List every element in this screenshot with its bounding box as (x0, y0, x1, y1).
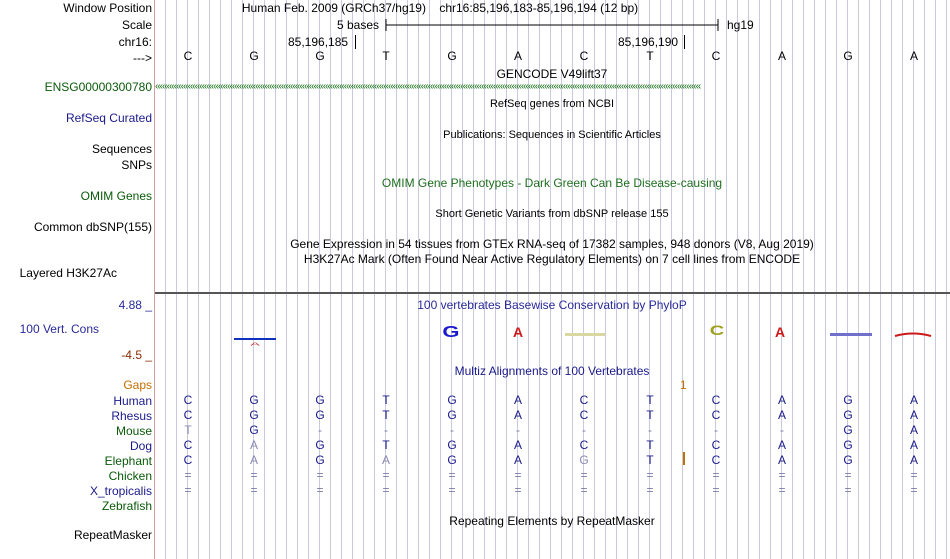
chr-label: chr16: (118, 35, 152, 49)
alignment-base: A (513, 408, 523, 422)
ruler-base: C (183, 49, 193, 63)
cons-logo-letter: G (442, 323, 460, 341)
gaps-label: Gaps (123, 378, 152, 392)
layered-h3k27ac-label[interactable]: Layered H3K27Ac (19, 266, 117, 280)
alignment-base: = (382, 468, 390, 482)
dbsnp-track-title: Short Genetic Variants from dbSNP release 155 (435, 208, 669, 220)
alignment-base: = (580, 468, 588, 482)
alignment-base: = (448, 468, 456, 482)
alignment-base: T (382, 408, 390, 422)
alignment-base: A (777, 408, 787, 422)
ruler-base: G (249, 49, 259, 63)
alignment-base: - (780, 423, 784, 437)
alignment-base: = (844, 483, 852, 497)
ruler-base: T (646, 49, 654, 63)
alignment-base: C (711, 408, 721, 422)
alignment-base: = (448, 483, 456, 497)
elephant-insertion-marker (683, 452, 685, 465)
alignment-base: A (513, 438, 523, 452)
browser-track-area[interactable] (155, 0, 950, 559)
cons-logo-letter: A (512, 324, 524, 340)
repeatmasker-label[interactable]: RepeatMasker (73, 528, 152, 542)
alignment-base: A (381, 453, 391, 467)
alignment-base: C (711, 453, 721, 467)
ruler-base: A (513, 49, 523, 63)
repeatmasker-track-title: Repeating Elements by RepeatMasker (449, 514, 655, 528)
species-label[interactable]: Zebrafish (101, 499, 152, 513)
alignment-base: G (447, 438, 457, 452)
alignment-base: - (318, 423, 322, 437)
track-labels-panel (0, 0, 155, 559)
alignment-base: = (316, 483, 324, 497)
alignment-base: = (514, 483, 522, 497)
scale-label: Scale (121, 18, 152, 32)
alignment-base: T (646, 438, 654, 452)
species-label[interactable]: Chicken (108, 469, 152, 483)
alignment-base: = (184, 468, 192, 482)
refseq-curated-label[interactable]: RefSeq Curated (65, 111, 152, 125)
ruler-base: G (447, 49, 457, 63)
alignment-base: G (843, 453, 853, 467)
alignment-base: A (513, 453, 523, 467)
alignment-base: = (382, 483, 390, 497)
alignment-base: A (777, 453, 787, 467)
alignment-base: C (183, 438, 193, 452)
alignment-base: C (579, 438, 589, 452)
coord-tick-2 (684, 35, 685, 49)
alignment-base: A (909, 393, 919, 407)
alignment-base: = (844, 468, 852, 482)
alignment-base: A (513, 393, 523, 407)
alignment-base: C (711, 393, 721, 407)
sequences-label[interactable]: Sequences (91, 142, 152, 156)
snps-label[interactable]: SNPs (121, 158, 152, 172)
alignment-base: = (514, 468, 522, 482)
window-position-label: Window Position (63, 1, 152, 15)
alignment-base: A (909, 438, 919, 452)
species-label[interactable]: Mouse (115, 424, 152, 438)
scale-bases-text: 5 bases (337, 18, 380, 32)
alignment-base: = (910, 468, 918, 482)
alignment-base: C (579, 408, 589, 422)
alignment-base: A (909, 423, 919, 437)
db-label: hg19 (727, 18, 754, 32)
alignment-base: T (382, 393, 390, 407)
alignment-base: T (184, 423, 192, 437)
alignment-base: G (249, 423, 259, 437)
gene-model-line[interactable]: ‹‹‹‹‹‹‹‹‹‹‹‹‹‹‹‹‹‹‹‹‹‹‹‹‹‹‹‹‹‹‹‹‹‹‹‹‹‹‹‹‹‹‹‹‹‹‹‹‹‹‹‹‹‹‹‹‹‹‹‹‹‹‹‹‹‹‹‹‹‹‹‹‹‹‹‹‹‹‹‹‹‹‹‹‹‹‹‹‹‹‹‹‹‹‹‹‹‹‹‹‹‹‹‹‹‹‹‹‹‹‹‹‹‹‹‹‹‹‹‹‹‹‹‹‹‹‹‹‹‹‹‹‹‹‹‹‹‹‹‹‹‹‹‹‹‹‹‹‹‹‹‹‹‹‹‹‹‹‹‹‹‹‹‹‹‹‹‹‹‹‹‹‹‹‹‹‹‹‹‹‹‹‹‹‹‹‹‹‹‹‹‹‹‹‹‹‹‹‹‹‹‹‹‹‹‹‹‹‹‹‹‹‹‹‹‹‹‹‹‹‹‹‹‹‹‹‹‹‹‹‹‹‹‹ (155, 81, 701, 92)
alignment-base: C (183, 453, 193, 467)
species-label[interactable]: Elephant (104, 454, 152, 468)
ruler-base: C (711, 49, 721, 63)
alignment-base: G (315, 393, 325, 407)
publications-track-title: Publications: Sequences in Scientific Articles (443, 129, 661, 141)
coord-label-1: 85,196,185 (288, 35, 349, 49)
alignment-base: T (646, 393, 654, 407)
alignment-base: G (315, 438, 325, 452)
alignment-base: A (777, 438, 787, 452)
coord-label-2: 85,196,190 (618, 35, 679, 49)
alignment-base: C (579, 393, 589, 407)
alignment-base: G (843, 393, 853, 407)
alignment-base: = (910, 483, 918, 497)
track-separator (155, 292, 950, 294)
strand-arrow-label: ---> (133, 51, 152, 65)
alignment-base: = (646, 468, 654, 482)
ruler-base: G (843, 49, 853, 63)
alignment-base: A (909, 408, 919, 422)
alignment-base: - (516, 423, 520, 437)
species-label[interactable]: Human (113, 394, 152, 408)
gtex-track-title: Gene Expression in 54 tissues from GTEx RNA-seq of 17382 samples, 948 donors (V8, Aug 2019) (290, 237, 814, 251)
alignment-base: A (777, 393, 787, 407)
alignment-base: = (778, 483, 786, 497)
alignment-base: G (315, 453, 325, 467)
alignment-base: G (315, 408, 325, 422)
alignment-base: G (447, 393, 457, 407)
alignment-base: G (447, 408, 457, 422)
h3k27ac-track-title: H3K27Ac Mark (Often Found Near Active Regulatory Elements) on 7 cell lines from ENCODE (303, 252, 801, 266)
alignment-base: = (646, 483, 654, 497)
alignment-base: C (183, 408, 193, 422)
alignment-base: = (712, 483, 720, 497)
ruler-base: T (382, 49, 390, 63)
cons-logo-letter: C (709, 321, 725, 339)
alignment-base: T (646, 453, 654, 467)
alignment-base: - (582, 423, 586, 437)
alignment-base: C (711, 438, 721, 452)
alignment-base: C (183, 393, 193, 407)
cons-logo-bar (565, 333, 605, 336)
alignment-base: = (580, 483, 588, 497)
alignment-base: = (250, 468, 258, 482)
cons-logo-bar (830, 333, 872, 336)
alignment-base: = (316, 468, 324, 482)
gaps-value: 1 (680, 378, 687, 392)
cons-track-title: 100 vertebrates Basewise Conservation by PhyloP (417, 298, 687, 312)
cons-logo-letter: A (774, 324, 786, 340)
alignment-base: G (843, 408, 853, 422)
cons-logo-bar (234, 338, 276, 340)
ruler-base: G (315, 49, 325, 63)
alignment-base: G (579, 453, 589, 467)
alignment-base: - (648, 423, 652, 437)
conservation-logo (155, 318, 950, 350)
alignment-base: A (249, 453, 259, 467)
ruler-base: A (777, 49, 787, 63)
alignment-base: A (909, 453, 919, 467)
common-dbsnp-label[interactable]: Common dbSNP(155) (33, 220, 152, 234)
alignment-base: G (843, 423, 853, 437)
species-label[interactable]: Rhesus (111, 409, 152, 423)
alignment-base: T (382, 438, 390, 452)
species-label[interactable]: Dog (129, 439, 152, 453)
alignment-base: = (250, 483, 258, 497)
ruler-base: A (909, 49, 919, 63)
alignment-base: T (646, 408, 654, 422)
refseq-track-title: RefSeq genes from NCBI (489, 98, 615, 110)
cons-max-label: 4.88 _ (118, 298, 152, 312)
alignment-base: = (184, 483, 192, 497)
species-label[interactable]: X_tropicalis (89, 484, 152, 498)
cons-track-label[interactable]: 100 Vert. Cons (19, 322, 99, 336)
alignment-base: G (249, 408, 259, 422)
alignment-base: A (249, 438, 259, 452)
gencode-track-title: GENCODE V49lift37 (496, 67, 608, 81)
cons-logo-letter: A (250, 341, 260, 347)
alignment-base: - (384, 423, 388, 437)
alignment-base: = (712, 468, 720, 482)
multiz-track-title: Multiz Alignments of 100 Vertebrates (454, 364, 650, 378)
coord-tick-1 (355, 35, 356, 49)
omim-track-title: OMIM Gene Phenotypes - Dark Green Can Be Disease-causing (381, 176, 723, 190)
ensg-gene-label[interactable]: ENSG00000300780 (44, 80, 152, 94)
cons-min-label: -4.5 _ (121, 348, 152, 362)
alignment-base: G (843, 438, 853, 452)
assembly-title: Human Feb. 2009 (GRCh37/hg19) chr16:85,196,183-85,196,194 (12 bp) (241, 1, 639, 15)
alignment-base: G (447, 453, 457, 467)
alignment-base: - (714, 423, 718, 437)
ruler-base: C (579, 49, 589, 63)
omim-genes-label[interactable]: OMIM Genes (80, 189, 152, 203)
alignment-base: = (778, 468, 786, 482)
cons-logo-letter-fragment (895, 334, 931, 337)
scale-bar (385, 18, 720, 32)
alignment-base: - (450, 423, 454, 437)
alignment-base: G (249, 393, 259, 407)
